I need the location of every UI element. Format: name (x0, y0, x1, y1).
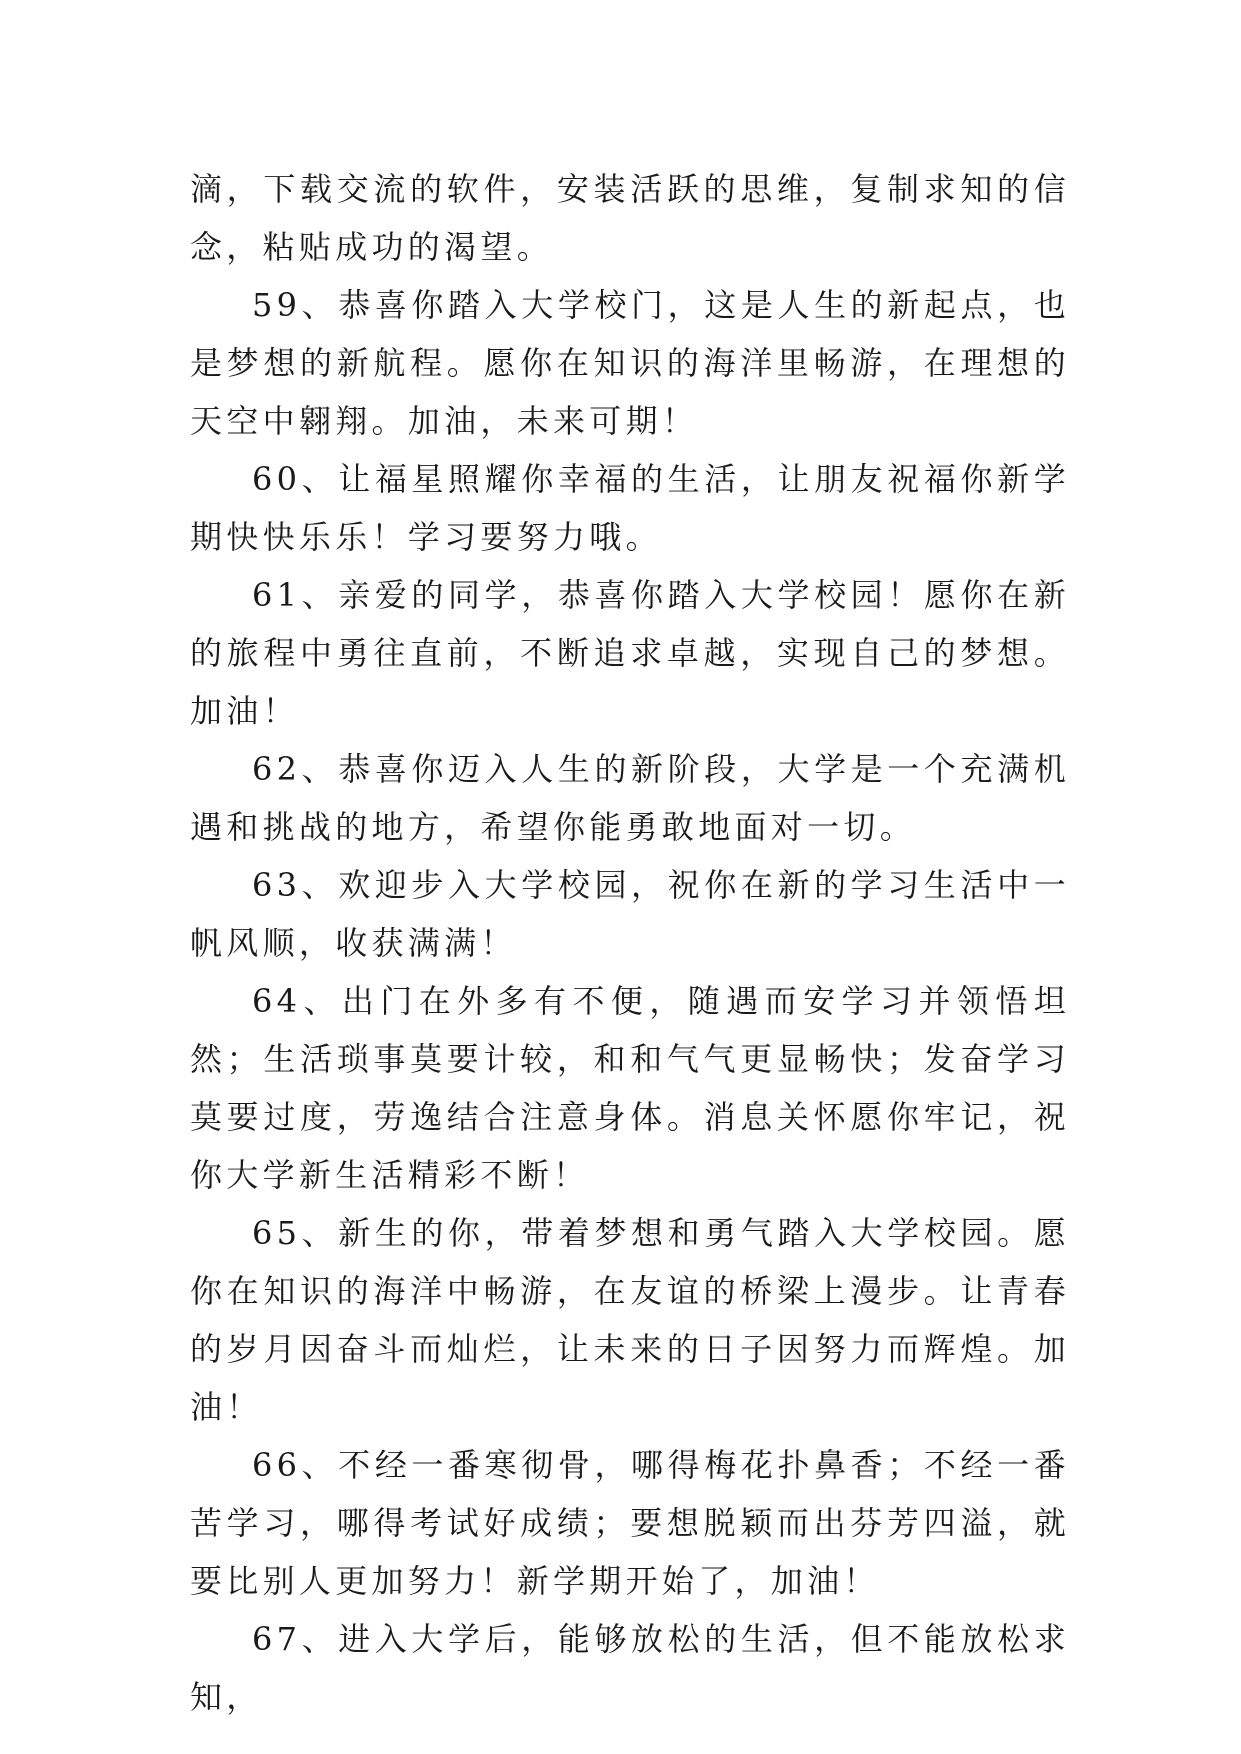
paragraph-66: 66、不经一番寒彻骨，哪得梅花扑鼻香；不经一番苦学习，哪得考试好成绩；要想脱颖而出芬芳四溢，就要比别人更加努力！新学期开始了，加油！ (190, 1446, 1070, 1600)
paragraph-63: 63、欢迎步入大学校园，祝你在新的学习生活中一帆风顺，收获满满！ (190, 866, 1070, 962)
paragraph-continuation: 滴，下载交流的软件，安装活跃的思维，复制求知的信念，粘贴成功的渴望。 (190, 170, 1070, 266)
paragraph-64: 64、出门在外多有不便，随遇而安学习并领悟坦然；生活琐事莫要计较，和和气气更显畅快；发奋学习莫要过度，劳逸结合注意身体。消息关怀愿你牢记，祝你大学新生活精彩不断！ (190, 982, 1070, 1194)
paragraph-60: 60、让福星照耀你幸福的生活，让朋友祝福你新学期快快乐乐！学习要努力哦。 (190, 460, 1070, 556)
paragraph-59: 59、恭喜你踏入大学校门，这是人生的新起点，也是梦想的新航程。愿你在知识的海洋里畅游，在理想的天空中翱翔。加油，未来可期！ (190, 286, 1070, 440)
paragraph-61: 61、亲爱的同学，恭喜你踏入大学校园！愿你在新的旅程中勇往直前，不断追求卓越，实现自己的梦想。加油！ (190, 576, 1070, 730)
paragraph-62: 62、恭喜你迈入人生的新阶段，大学是一个充满机遇和挑战的地方，希望你能勇敢地面对一切。 (190, 750, 1070, 846)
paragraph-67: 67、进入大学后，能够放松的生活，但不能放松求知， (190, 1620, 1070, 1716)
paragraph-65: 65、新生的你，带着梦想和勇气踏入大学校园。愿你在知识的海洋中畅游，在友谊的桥梁上漫步。让青春的岁月因奋斗而灿烂，让未来的日子因努力而辉煌。加油！ (190, 1214, 1070, 1426)
document-body (190, 160, 1070, 1726)
